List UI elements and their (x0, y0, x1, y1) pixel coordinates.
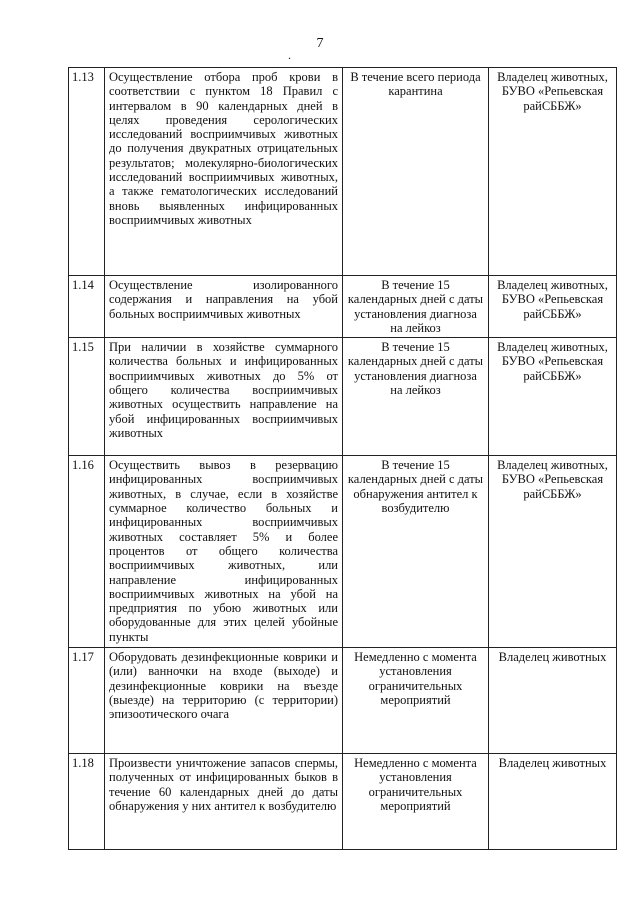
page-mark: . (288, 48, 291, 62)
measures-table (68, 67, 617, 850)
row-action: Осуществление отбора проб крови в соответствии с пунктом 18 Правил с интервалом в 90 календарных дней в целях проведения серологических исследований восприимчивых животных до получения двукратных отрицательных результатов; молекулярно-биологических исследований восприимчивых животных, а также гематологических исследований вновь выявленных инфицированных восприимчивых животных (105, 68, 343, 276)
row-responsible: Владелец животных, БУВО «Репьевская райСББЖ» (489, 338, 617, 456)
row-action: При наличии в хозяйстве суммарного количества больных и инфицированных восприимчивых животных до 5% от общего количества восприимчивых животных осуществить направление на убой инфицированных восприимчивых животных (105, 338, 343, 456)
row-action: Оборудовать дезинфекционные коврики и (или) ванночки на входе (выходе) и дезинфекционные коврики на въезде (выезде) на территорию (с территории) эпизоотического очага (105, 648, 343, 754)
row-action: Осуществить вывоз в резервацию инфицированных восприимчивых животных, в случае, если в хозяйстве суммарное количество больных и инфицированных восприимчивых животных составляет 5% и более процентов от общего количества восприимчивых животных, или направление инфицированных восприимчивых животных на убой на предприятия по убою животных или оборудованные для этих целей убойные пункты (105, 456, 343, 648)
table-row (69, 754, 617, 850)
row-term: В течение всего периода карантина (343, 68, 489, 276)
table-row (69, 338, 617, 456)
row-number: 1.18 (69, 754, 105, 850)
row-responsible: Владелец животных, БУВО «Репьевская райСББЖ» (489, 456, 617, 648)
row-number: 1.16 (69, 456, 105, 648)
row-number: 1.13 (69, 68, 105, 276)
row-responsible: Владелец животных, БУВО «Репьевская райСББЖ» (489, 276, 617, 338)
row-responsible: Владелец животных (489, 648, 617, 754)
table-row (69, 68, 617, 276)
row-term: Немедленно с момента установления ограничительных мероприятий (343, 648, 489, 754)
row-responsible: Владелец животных, БУВО «Репьевская райСББЖ» (489, 68, 617, 276)
table-row (69, 456, 617, 648)
row-number: 1.17 (69, 648, 105, 754)
row-term: В течение 15 календарных дней с даты обнаружения антител к возбудителю (343, 456, 489, 648)
row-term: В течение 15 календарных дней с даты установления диагноза на лейкоз (343, 338, 489, 456)
row-number: 1.14 (69, 276, 105, 338)
table-row (69, 276, 617, 338)
row-term: В течение 15 календарных дней с даты установления диагноза на лейкоз (343, 276, 489, 338)
row-action: Произвести уничтожение запасов спермы, полученных от инфицированных быков в течение 60 календарных дней до даты обнаружения у них антител к возбудителю (105, 754, 343, 850)
row-term: Немедленно с момента установления ограничительных мероприятий (343, 754, 489, 850)
row-number: 1.15 (69, 338, 105, 456)
page-number: 7 (316, 36, 324, 51)
table-row (69, 648, 617, 754)
row-responsible: Владелец животных (489, 754, 617, 850)
row-action: Осуществление изолированного содержания и направления на убой больных восприимчивых животных (105, 276, 343, 338)
